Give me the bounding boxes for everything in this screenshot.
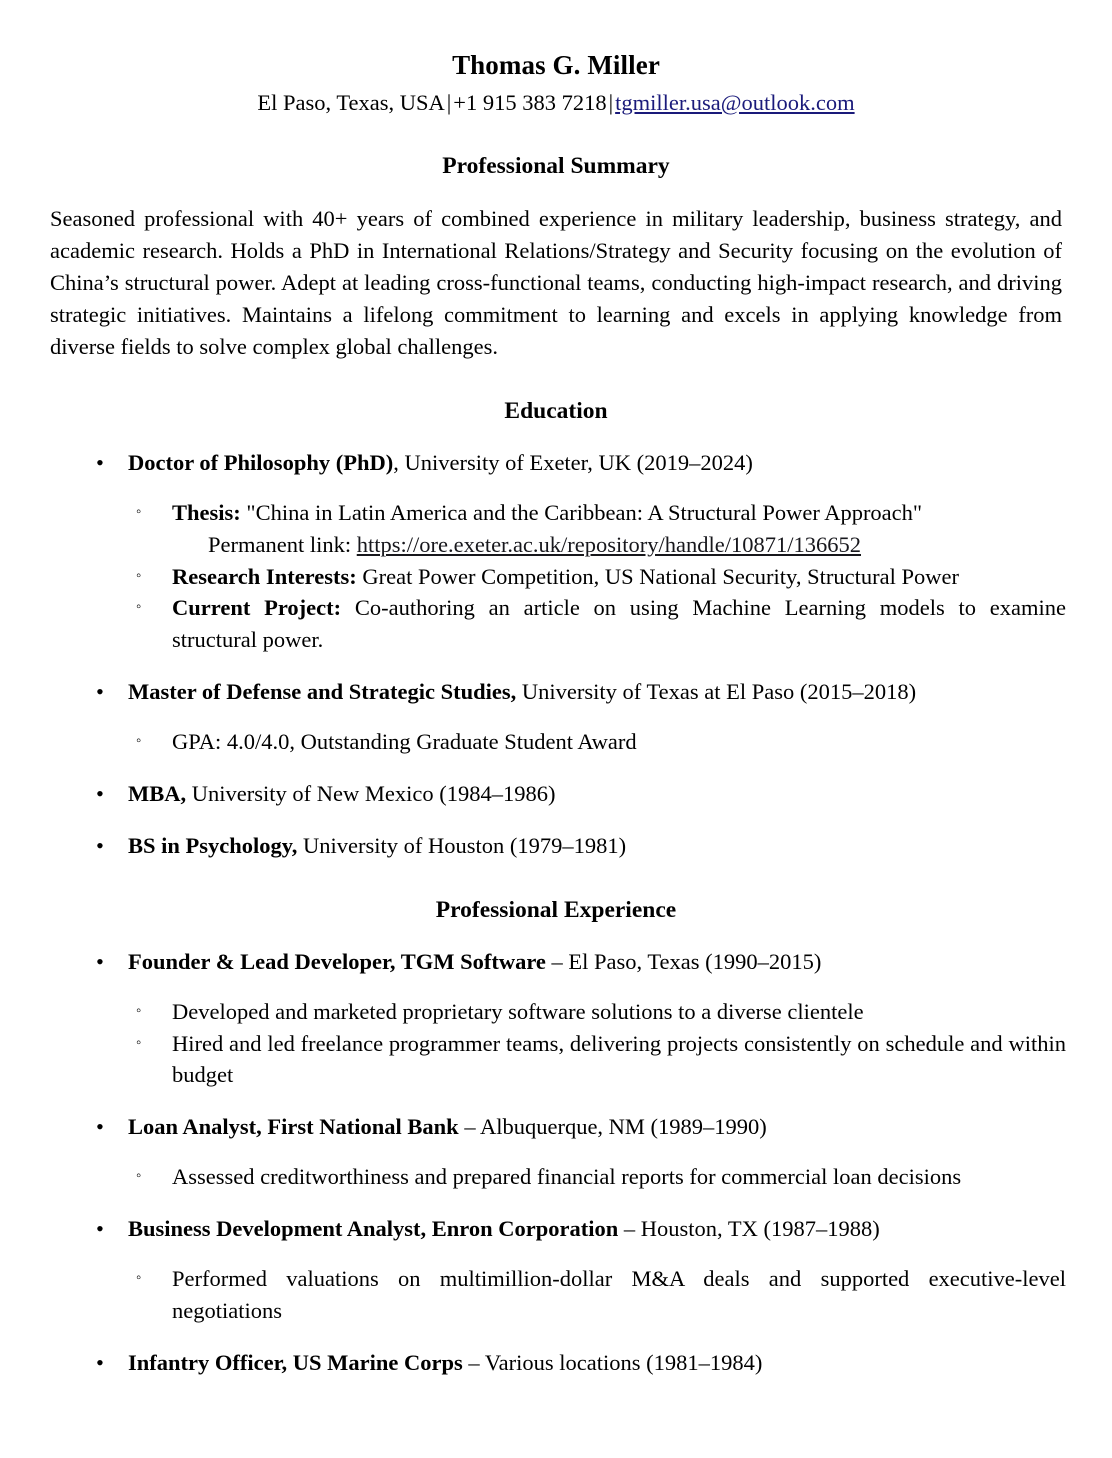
bullet-disc-icon: • (96, 781, 104, 807)
entry-detail: University of New Mexico (1984–1986) (186, 781, 556, 807)
sub-list-item (128, 1028, 1066, 1092)
thesis-permanent-link[interactable]: https://ore.exeter.ac.uk/repository/handle/10871/136652 (356, 531, 861, 557)
sub-item-text: GPA: 4.0/4.0, Outstanding Graduate Student Award (172, 729, 637, 755)
sub-list-item (128, 996, 1066, 1028)
bullet-disc-icon: • (96, 1216, 104, 1242)
entry-title: Infantry Officer, US Marine Corps (128, 1350, 463, 1376)
entry-heading (128, 1111, 1066, 1143)
entry-heading (128, 778, 1066, 810)
sub-list (128, 996, 1066, 1092)
entry-heading (128, 830, 1066, 862)
sub-item-text: Performed valuations on multimillion-dollar M&A deals and supported executive-level negotiations (172, 1266, 1066, 1324)
entry-title: MBA, (128, 781, 187, 807)
bullet-circle-icon: ◦ (136, 1002, 142, 1019)
sub-list-item (128, 592, 1066, 656)
bullet-disc-icon: • (96, 833, 104, 859)
sub-list (128, 1263, 1066, 1327)
entry-heading (128, 1213, 1066, 1245)
sub-item-text: "China in Latin America and the Caribbean: A Structural Power Approach" (240, 499, 923, 525)
sub-item-text: Hired and led freelance programmer teams, delivering projects consistently on schedule and within budget (172, 1030, 1066, 1088)
bullet-circle-icon: ◦ (136, 733, 142, 750)
entry-heading (128, 1347, 1066, 1379)
sub-item-text: Assessed creditworthiness and prepared financial reports for commercial loan decisions (172, 1164, 962, 1190)
bullet-circle-icon: ◦ (136, 1270, 142, 1287)
sub-list-item (128, 497, 1066, 561)
entry-detail: – Various locations (1981–1984) (462, 1350, 763, 1376)
sub-item-text: Co-authoring an article on using Machine Learning models to examine structural power. (172, 595, 1066, 653)
list-item (46, 830, 1066, 862)
contact-location: El Paso, Texas, USA (257, 89, 445, 115)
sub-item-label: Thesis: (172, 499, 241, 525)
entry-detail: – Albuquerque, NM (1989–1990) (458, 1114, 767, 1140)
entry-detail: University of Texas at El Paso (2015–2018) (516, 679, 917, 705)
list-item (46, 778, 1066, 810)
contact-email-link[interactable]: tgmiller.usa@outlook.com (615, 89, 855, 115)
bullet-disc-icon: • (96, 679, 104, 705)
bullet-circle-icon: ◦ (136, 599, 142, 616)
list-item (46, 447, 1066, 657)
sub-list (128, 726, 1066, 758)
sub-item-permanent-link-line (172, 529, 1066, 561)
entry-detail: , University of Exeter, UK (2019–2024) (393, 449, 753, 475)
contact-phone: +1 915 383 7218 (453, 89, 607, 115)
bullet-circle-icon: ◦ (136, 1034, 142, 1051)
list-item (46, 1111, 1066, 1193)
section-heading-education: Education (504, 398, 608, 425)
bullet-disc-icon: • (96, 1350, 104, 1376)
list-item (46, 1347, 1066, 1379)
sub-item-text: Developed and marketed proprietary software solutions to a diverse clientele (172, 998, 864, 1024)
education-list (46, 447, 1066, 862)
entry-title: BS in Psychology, (128, 833, 298, 859)
entry-title: Business Development Analyst, Enron Corporation (128, 1216, 619, 1242)
experience-list (46, 946, 1066, 1379)
bullet-disc-icon: • (96, 948, 104, 974)
entry-heading (128, 946, 1066, 978)
sub-list-item (128, 561, 1066, 593)
sub-list-item (128, 1161, 1066, 1193)
entry-detail: – Houston, TX (1987–1988) (618, 1216, 880, 1242)
section-heading-experience: Professional Experience (435, 897, 677, 924)
entry-heading (128, 676, 1066, 708)
entry-title: Doctor of Philosophy (PhD) (128, 449, 394, 475)
contact-separator-1: | (446, 89, 452, 115)
bullet-disc-icon: • (96, 449, 104, 475)
bullet-circle-icon: ◦ (136, 503, 142, 520)
entry-detail: – El Paso, Texas (1990–2015) (545, 948, 822, 974)
sub-list-item (128, 1263, 1066, 1327)
bullet-circle-icon: ◦ (136, 1168, 142, 1185)
list-item (46, 676, 1066, 758)
entry-title: Master of Defense and Strategic Studies, (128, 679, 517, 705)
sub-list (128, 497, 1066, 657)
page-title: Thomas G. Miller (452, 50, 660, 80)
entry-detail: University of Houston (1979–1981) (297, 833, 627, 859)
section-heading-summary: Professional Summary (442, 152, 670, 179)
sub-item-label: Current Project: (172, 595, 342, 621)
entry-title: Founder & Lead Developer, TGM Software (128, 948, 546, 974)
sub-item-text: Great Power Competition, US National Security, Structural Power (356, 563, 959, 589)
entry-heading (128, 447, 1066, 479)
contact-separator-2: | (608, 89, 614, 115)
sub-item-label: Research Interests: (172, 563, 357, 589)
list-item (46, 946, 1066, 1092)
permanent-link-label: Permanent link: (208, 531, 357, 557)
entry-title: Loan Analyst, First National Bank (128, 1114, 459, 1140)
bullet-circle-icon: ◦ (136, 567, 142, 584)
list-item (46, 1213, 1066, 1327)
bullet-disc-icon: • (96, 1114, 104, 1140)
summary-paragraph: Seasoned professional with 40+ years of combined experience in military leadership, business strategy, and academic research. Holds a PhD in International Relations/Strategy and Security focusing on the evolution of China’s structural power. Adept at leading cross-functional teams, conducting high-impact research, and driving strategic initiatives. Maintains a lifelong commitment to learning and excels in applying knowledge from diverse fields to solve complex global challenges. (50, 206, 1062, 360)
contact-line (46, 88, 1066, 118)
sub-list (128, 1161, 1066, 1193)
sub-list-item (128, 726, 1066, 758)
